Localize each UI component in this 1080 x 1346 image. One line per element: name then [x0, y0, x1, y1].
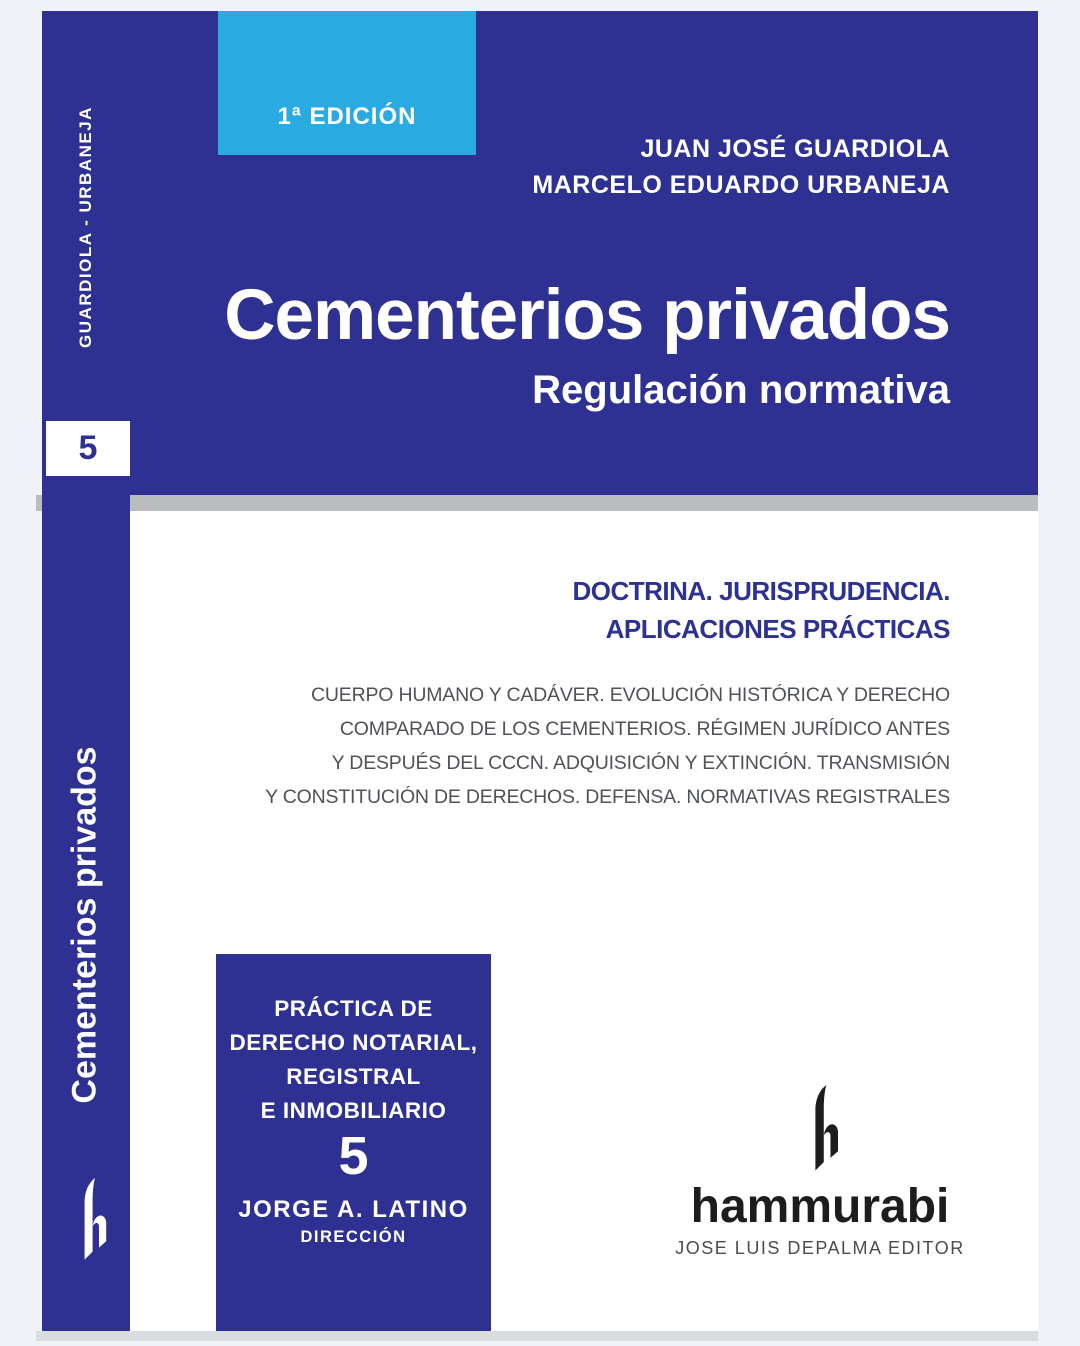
spine-number: 5	[78, 429, 98, 467]
hammurabi-h-spine-icon	[71, 1178, 107, 1262]
author-block	[532, 131, 950, 203]
tagline-line: APLICACIONES PRÁCTICAS	[605, 614, 950, 644]
cover-bottom-shadow	[36, 1331, 1038, 1341]
cover-fold-shadow	[36, 495, 1038, 511]
edition-badge-label: 1ª EDICIÓN	[277, 103, 417, 130]
series-number: 5	[338, 1126, 369, 1186]
director-role: DIRECCIÓN	[300, 1228, 407, 1246]
series-line: E INMOBILIARIO	[260, 1098, 447, 1123]
book-subtitle: Regulación normativa	[532, 368, 950, 412]
description-line: Y DESPUÉS DEL CCCN. ADQUISICIÓN Y EXTINCIÓN. TRANSMISIÓN	[331, 752, 950, 774]
tagline-block	[572, 572, 950, 648]
spine-number-box	[46, 421, 130, 476]
publisher-name: hammurabi	[690, 1180, 950, 1233]
series-box	[216, 954, 491, 1331]
series-line: REGISTRAL	[286, 1064, 421, 1089]
cover-top-band	[42, 11, 1038, 495]
edition-badge	[218, 11, 476, 155]
description-line: CUERPO HUMANO Y CADÁVER. EVOLUCIÓN HISTÓRICA Y DERECHO	[311, 684, 950, 706]
publisher-editor: JOSE LUIS DEPALMA EDITOR	[675, 1238, 965, 1258]
book-spine	[42, 11, 130, 1331]
spine-authors: GUARDIOLA - URBANEJA	[76, 106, 95, 348]
series-line: PRÁCTICA DE	[274, 996, 433, 1021]
book-cover	[42, 11, 1038, 1331]
director-name: JORGE A. LATINO	[238, 1196, 469, 1223]
spine-title: Cementerios privados	[65, 746, 104, 1104]
hammurabi-h-icon	[801, 1085, 839, 1173]
publisher-block	[670, 1085, 970, 1260]
description-line: COMPARADO DE LOS CEMENTERIOS. RÉGIMEN JURÍDICO ANTES	[339, 718, 950, 740]
author-line: JUAN JOSÉ GUARDIOLA	[640, 135, 950, 163]
description-block	[265, 678, 950, 814]
series-line: DERECHO NOTARIAL,	[229, 1030, 478, 1055]
author-line: MARCELO EDUARDO URBANEJA	[532, 171, 950, 199]
book-title: Cementerios privados	[224, 276, 950, 355]
title-block	[224, 275, 950, 415]
description-line: Y CONSTITUCIÓN DE DERECHOS. DEFENSA. NORMATIVAS REGISTRALES	[265, 786, 950, 808]
tagline-line: DOCTRINA. JURISPRUDENCIA.	[572, 576, 950, 606]
